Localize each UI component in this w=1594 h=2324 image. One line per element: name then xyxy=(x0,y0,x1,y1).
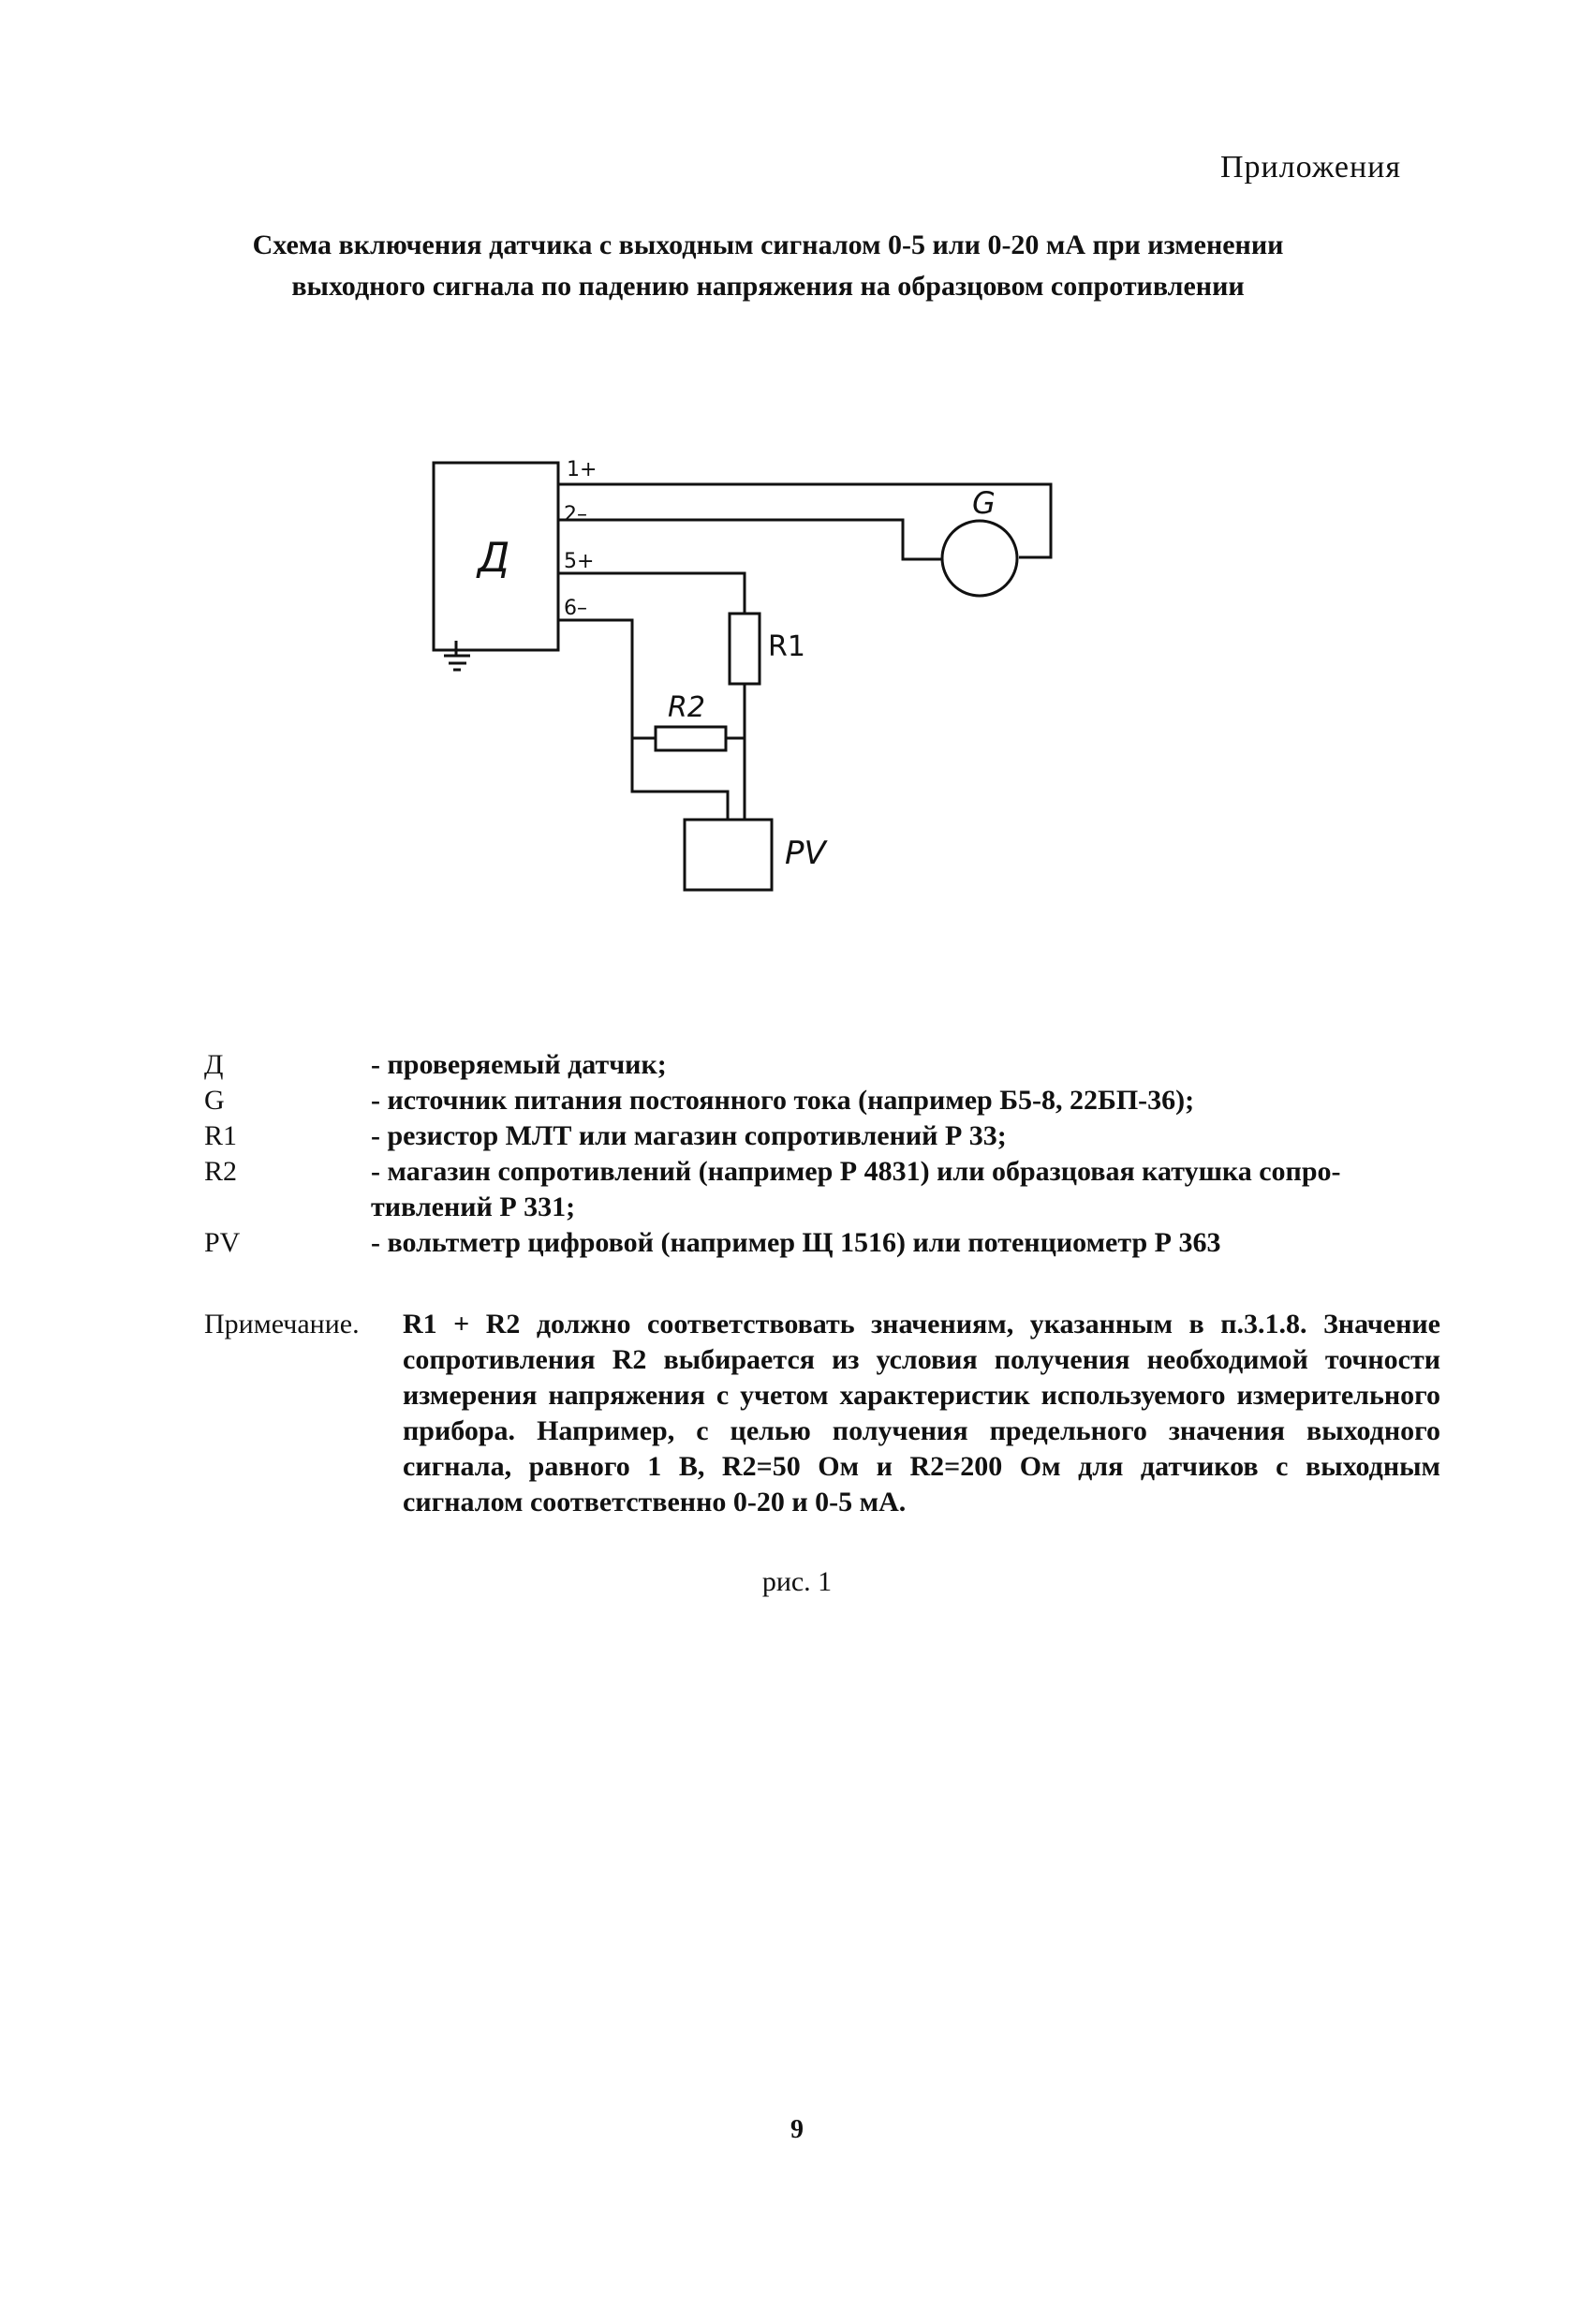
legend-row: Д - проверяемый датчик; xyxy=(204,1049,667,1080)
note-label: Примечание. xyxy=(204,1309,360,1340)
circuit-diagram xyxy=(0,0,1594,937)
appendix-header: Приложения xyxy=(1219,150,1401,185)
note xyxy=(204,1307,1440,1520)
legend-row: PV - вольтметр цифровой (например Щ 1516) или потенциометр Р 363 xyxy=(204,1227,1221,1258)
terminal-5-label: 5+ xyxy=(564,550,595,573)
wire-terminal-2 xyxy=(558,520,941,559)
power-source-g xyxy=(942,521,1017,596)
terminal-1-label: 1+ xyxy=(567,458,598,481)
r1-label: R1 xyxy=(768,630,805,663)
sensor-label: Д xyxy=(478,534,510,582)
legend-row: тивлений Р 331; xyxy=(371,1192,576,1222)
resistor-r2 xyxy=(656,727,726,750)
legend xyxy=(204,1047,1450,1261)
resistor-r1 xyxy=(730,614,760,684)
figure-caption: рис. 1 xyxy=(761,1566,833,1597)
legend-row: G - источник питания постоянного тока (например Б5-8, 22БП-36); xyxy=(204,1085,1195,1116)
terminal-6-label: 6– xyxy=(564,597,587,620)
legend-row: R2 - магазин сопротивлений (например Р 4831) или образцовая катушка сопро- xyxy=(204,1156,1341,1187)
voltmeter-pv xyxy=(685,820,772,890)
page-number: 9 xyxy=(790,2115,804,2144)
legend-row: R1 - резистор МЛТ или магазин сопротивлений Р 33; xyxy=(204,1120,1007,1151)
source-label: G xyxy=(972,485,996,521)
note-text: R1 + R2 должно соответствовать значениям, указанным в п.3.1.8. Значение сопротивления R2 выбирается из условия получения необходимой точности измерения напряжения с учетом характеристик используемого измерительного прибора. Например, с целью получения предельного значения выходного сигнала, равного 1 В, R2=50 Ом и R2=200 Ом для датчиков с выходным сигналом соответственно 0-20 и 0-5 мА. xyxy=(403,1309,1440,1517)
ground-icon xyxy=(444,641,470,670)
pv-label: PV xyxy=(785,835,826,872)
r2-label: R2 xyxy=(668,691,705,724)
title-line-1: Схема включения датчика с выходным сигналом 0-5 или 0-20 мА при изменении xyxy=(252,229,1284,260)
terminal-2-label: 2– xyxy=(564,503,587,526)
title-line-2: выходного сигнала по падению напряжения на образцовом сопротивлении xyxy=(291,271,1245,302)
